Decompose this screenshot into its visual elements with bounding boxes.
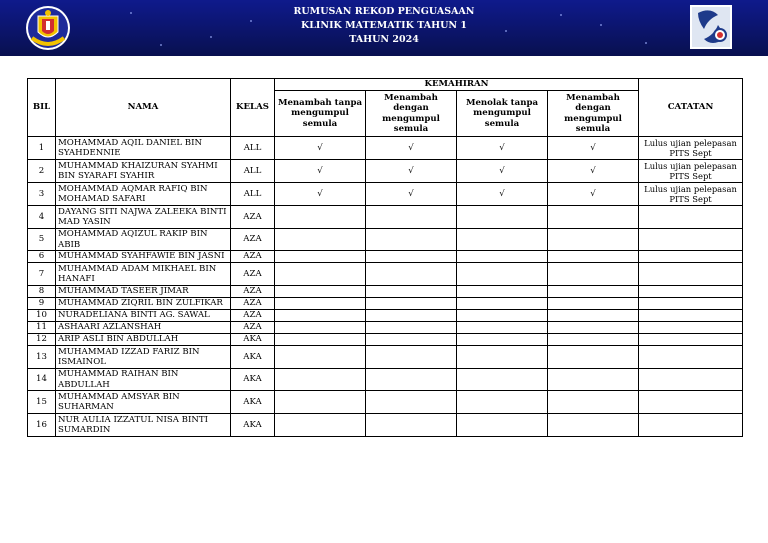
- cell-catatan: [639, 346, 743, 369]
- cell-skill-3: [457, 346, 548, 369]
- cell-skill-1: [275, 263, 366, 286]
- cell-nama: MOHAMMAD AQIL DANIEL BIN SYAHDENNIE: [56, 137, 231, 160]
- cell-catatan: [639, 206, 743, 229]
- header-kelas: KELAS: [231, 79, 275, 137]
- header-nama: NAMA: [56, 79, 231, 137]
- cell-skill-3: [457, 369, 548, 391]
- table-row: [28, 160, 743, 183]
- cell-kelas: AZA: [231, 263, 275, 286]
- cell-bil: 11: [28, 322, 56, 334]
- header-catatan: CATATAN: [639, 79, 743, 137]
- table-row: [28, 137, 743, 160]
- cell-skill-2: [366, 206, 457, 229]
- cell-skill-3: √: [457, 160, 548, 183]
- cell-skill-1: √: [275, 137, 366, 160]
- table-row: [28, 206, 743, 229]
- cell-nama: MUHAMMAD TASEER JIMAR: [56, 286, 231, 298]
- cell-nama: MUHAMMAD KHAIZURAN SYAHMI BIN SYARAFI SYAHIR: [56, 160, 231, 183]
- table-row: [28, 346, 743, 369]
- cell-skill-1: [275, 286, 366, 298]
- cell-skill-2: [366, 369, 457, 391]
- cell-bil: 1: [28, 137, 56, 160]
- cell-catatan: Lulus ujian pelepasan PITS Sept: [639, 137, 743, 160]
- cell-catatan: [639, 391, 743, 414]
- cell-skill-4: [548, 286, 639, 298]
- cell-skill-4: √: [548, 160, 639, 183]
- table-row: [28, 263, 743, 286]
- cell-skill-3: [457, 206, 548, 229]
- cell-bil: 3: [28, 183, 56, 206]
- cell-skill-2: √: [366, 160, 457, 183]
- cell-kelas: AZA: [231, 229, 275, 251]
- table-row: [28, 369, 743, 391]
- cell-bil: 7: [28, 263, 56, 286]
- cell-nama: MOHAMMAD AQIZUL RAKIP BIN ABIB: [56, 229, 231, 251]
- sk-emblem-icon: [690, 5, 732, 49]
- cell-kelas: AKA: [231, 346, 275, 369]
- table-row: [28, 229, 743, 251]
- header-line-2: KLINIK MATEMATIK TAHUN 1: [301, 20, 467, 31]
- cell-catatan: [639, 229, 743, 251]
- header-skill-4: Menambah dengan mengumpul semula: [548, 91, 639, 137]
- header-skill-2: Menambah dengan mengumpul semula: [366, 91, 457, 137]
- cell-skill-1: [275, 322, 366, 334]
- cell-skill-2: [366, 229, 457, 251]
- cell-catatan: [639, 310, 743, 322]
- cell-skill-4: [548, 369, 639, 391]
- cell-skill-1: [275, 206, 366, 229]
- cell-bil: 16: [28, 414, 56, 437]
- cell-skill-4: [548, 310, 639, 322]
- cell-kelas: AKA: [231, 414, 275, 437]
- cell-nama: MUHAMMAD AMSYAR BIN SUHARMAN: [56, 391, 231, 414]
- cell-skill-1: [275, 251, 366, 263]
- header-line-3: TAHUN 2024: [349, 34, 419, 45]
- cell-skill-3: [457, 251, 548, 263]
- cell-skill-3: [457, 310, 548, 322]
- cell-bil: 12: [28, 334, 56, 346]
- cell-bil: 2: [28, 160, 56, 183]
- cell-skill-2: [366, 286, 457, 298]
- cell-skill-4: √: [548, 183, 639, 206]
- table-row: [28, 251, 743, 263]
- cell-skill-1: [275, 334, 366, 346]
- cell-skill-3: [457, 298, 548, 310]
- cell-nama: MUHAMMAD IZZAD FARIZ BIN ISMAINOL: [56, 346, 231, 369]
- header-line-1: RUMUSAN REKOD PENGUASAAN: [293, 6, 475, 17]
- cell-catatan: [639, 334, 743, 346]
- cell-catatan: [639, 369, 743, 391]
- cell-kelas: ALL: [231, 183, 275, 206]
- cell-skill-2: [366, 251, 457, 263]
- cell-nama: MUHAMMAD ADAM MIKHAEL BIN HANAFI: [56, 263, 231, 286]
- cell-skill-3: √: [457, 183, 548, 206]
- cell-skill-2: [366, 346, 457, 369]
- table-row: [28, 414, 743, 437]
- cell-skill-1: √: [275, 160, 366, 183]
- cell-bil: 4: [28, 206, 56, 229]
- header-bil: BIL: [28, 79, 56, 137]
- cell-skill-4: [548, 251, 639, 263]
- cell-skill-2: [366, 263, 457, 286]
- cell-kelas: AKA: [231, 391, 275, 414]
- cell-catatan: [639, 414, 743, 437]
- cell-nama: ASHAARI AZLANSHAH: [56, 322, 231, 334]
- cell-skill-4: [548, 334, 639, 346]
- cell-nama: MOHAMMAD AQMAR RAFIQ BIN MOHAMAD SAFARI: [56, 183, 231, 206]
- cell-bil: 15: [28, 391, 56, 414]
- cell-skill-1: [275, 298, 366, 310]
- cell-skill-1: √: [275, 183, 366, 206]
- cell-catatan: Lulus ujian pelepasan PITS Sept: [639, 160, 743, 183]
- cell-skill-4: [548, 206, 639, 229]
- cell-kelas: ALL: [231, 160, 275, 183]
- cell-skill-2: √: [366, 183, 457, 206]
- cell-skill-4: [548, 263, 639, 286]
- table-row: [28, 322, 743, 334]
- cell-skill-1: [275, 414, 366, 437]
- cell-skill-2: [366, 334, 457, 346]
- cell-skill-2: [366, 414, 457, 437]
- cell-catatan: Lulus ujian pelepasan PITS Sept: [639, 183, 743, 206]
- cell-skill-2: [366, 391, 457, 414]
- header-titles: [0, 5, 768, 47]
- cell-skill-3: [457, 414, 548, 437]
- table-row: [28, 334, 743, 346]
- cell-skill-1: [275, 369, 366, 391]
- cell-catatan: [639, 322, 743, 334]
- cell-skill-4: [548, 414, 639, 437]
- cell-kelas: AKA: [231, 334, 275, 346]
- cell-catatan: [639, 298, 743, 310]
- table-row: [28, 286, 743, 298]
- cell-nama: MUHAMMAD ZIQRIL BIN ZULFIKAR: [56, 298, 231, 310]
- cell-nama: NUR AULIA IZZATUL NISA BINTI SUMARDIN: [56, 414, 231, 437]
- cell-kelas: AZA: [231, 206, 275, 229]
- cell-skill-3: [457, 263, 548, 286]
- cell-bil: 8: [28, 286, 56, 298]
- header-skill-1: Menambah tanpa mengumpul semula: [275, 91, 366, 137]
- cell-kelas: AZA: [231, 310, 275, 322]
- cell-nama: MUHAMMAD SYAHFAWIE BIN JASNI: [56, 251, 231, 263]
- cell-skill-4: [548, 298, 639, 310]
- cell-kelas: AZA: [231, 286, 275, 298]
- cell-skill-1: [275, 346, 366, 369]
- cell-skill-2: [366, 310, 457, 322]
- cell-skill-2: √: [366, 137, 457, 160]
- cell-kelas: AZA: [231, 251, 275, 263]
- cell-skill-1: [275, 391, 366, 414]
- table-row: [28, 183, 743, 206]
- cell-bil: 9: [28, 298, 56, 310]
- cell-skill-3: [457, 286, 548, 298]
- cell-skill-1: [275, 310, 366, 322]
- cell-bil: 5: [28, 229, 56, 251]
- cell-catatan: [639, 286, 743, 298]
- cell-catatan: [639, 263, 743, 286]
- cell-nama: DAYANG SITI NAJWA ZALEEKA BINTI MAD YASIN: [56, 206, 231, 229]
- cell-skill-4: [548, 322, 639, 334]
- cell-catatan: [639, 251, 743, 263]
- cell-skill-3: √: [457, 137, 548, 160]
- cell-skill-1: [275, 229, 366, 251]
- cell-skill-4: [548, 391, 639, 414]
- header-banner: [0, 0, 768, 56]
- cell-skill-4: [548, 346, 639, 369]
- table-row: [28, 298, 743, 310]
- table-row: [28, 391, 743, 414]
- cell-skill-3: [457, 391, 548, 414]
- cell-nama: NURADELIANA BINTI AG. SAWAL: [56, 310, 231, 322]
- cell-kelas: AKA: [231, 369, 275, 391]
- table-row: [28, 310, 743, 322]
- cell-skill-2: [366, 298, 457, 310]
- cell-skill-3: [457, 334, 548, 346]
- cell-bil: 13: [28, 346, 56, 369]
- header-kemahiran: KEMAHIRAN: [275, 79, 639, 91]
- cell-skill-3: [457, 229, 548, 251]
- cell-nama: MUHAMMAD RAIHAN BIN ABDULLAH: [56, 369, 231, 391]
- rekod-table: [27, 78, 743, 437]
- cell-bil: 10: [28, 310, 56, 322]
- cell-nama: ARIP ASLI BIN ABDULLAH: [56, 334, 231, 346]
- cell-kelas: AZA: [231, 322, 275, 334]
- cell-skill-3: [457, 322, 548, 334]
- cell-skill-4: √: [548, 137, 639, 160]
- cell-bil: 6: [28, 251, 56, 263]
- header-skill-3: Menolak tanpa mengumpul semula: [457, 91, 548, 137]
- cell-skill-4: [548, 229, 639, 251]
- cell-skill-2: [366, 322, 457, 334]
- cell-kelas: ALL: [231, 137, 275, 160]
- cell-kelas: AZA: [231, 298, 275, 310]
- cell-bil: 14: [28, 369, 56, 391]
